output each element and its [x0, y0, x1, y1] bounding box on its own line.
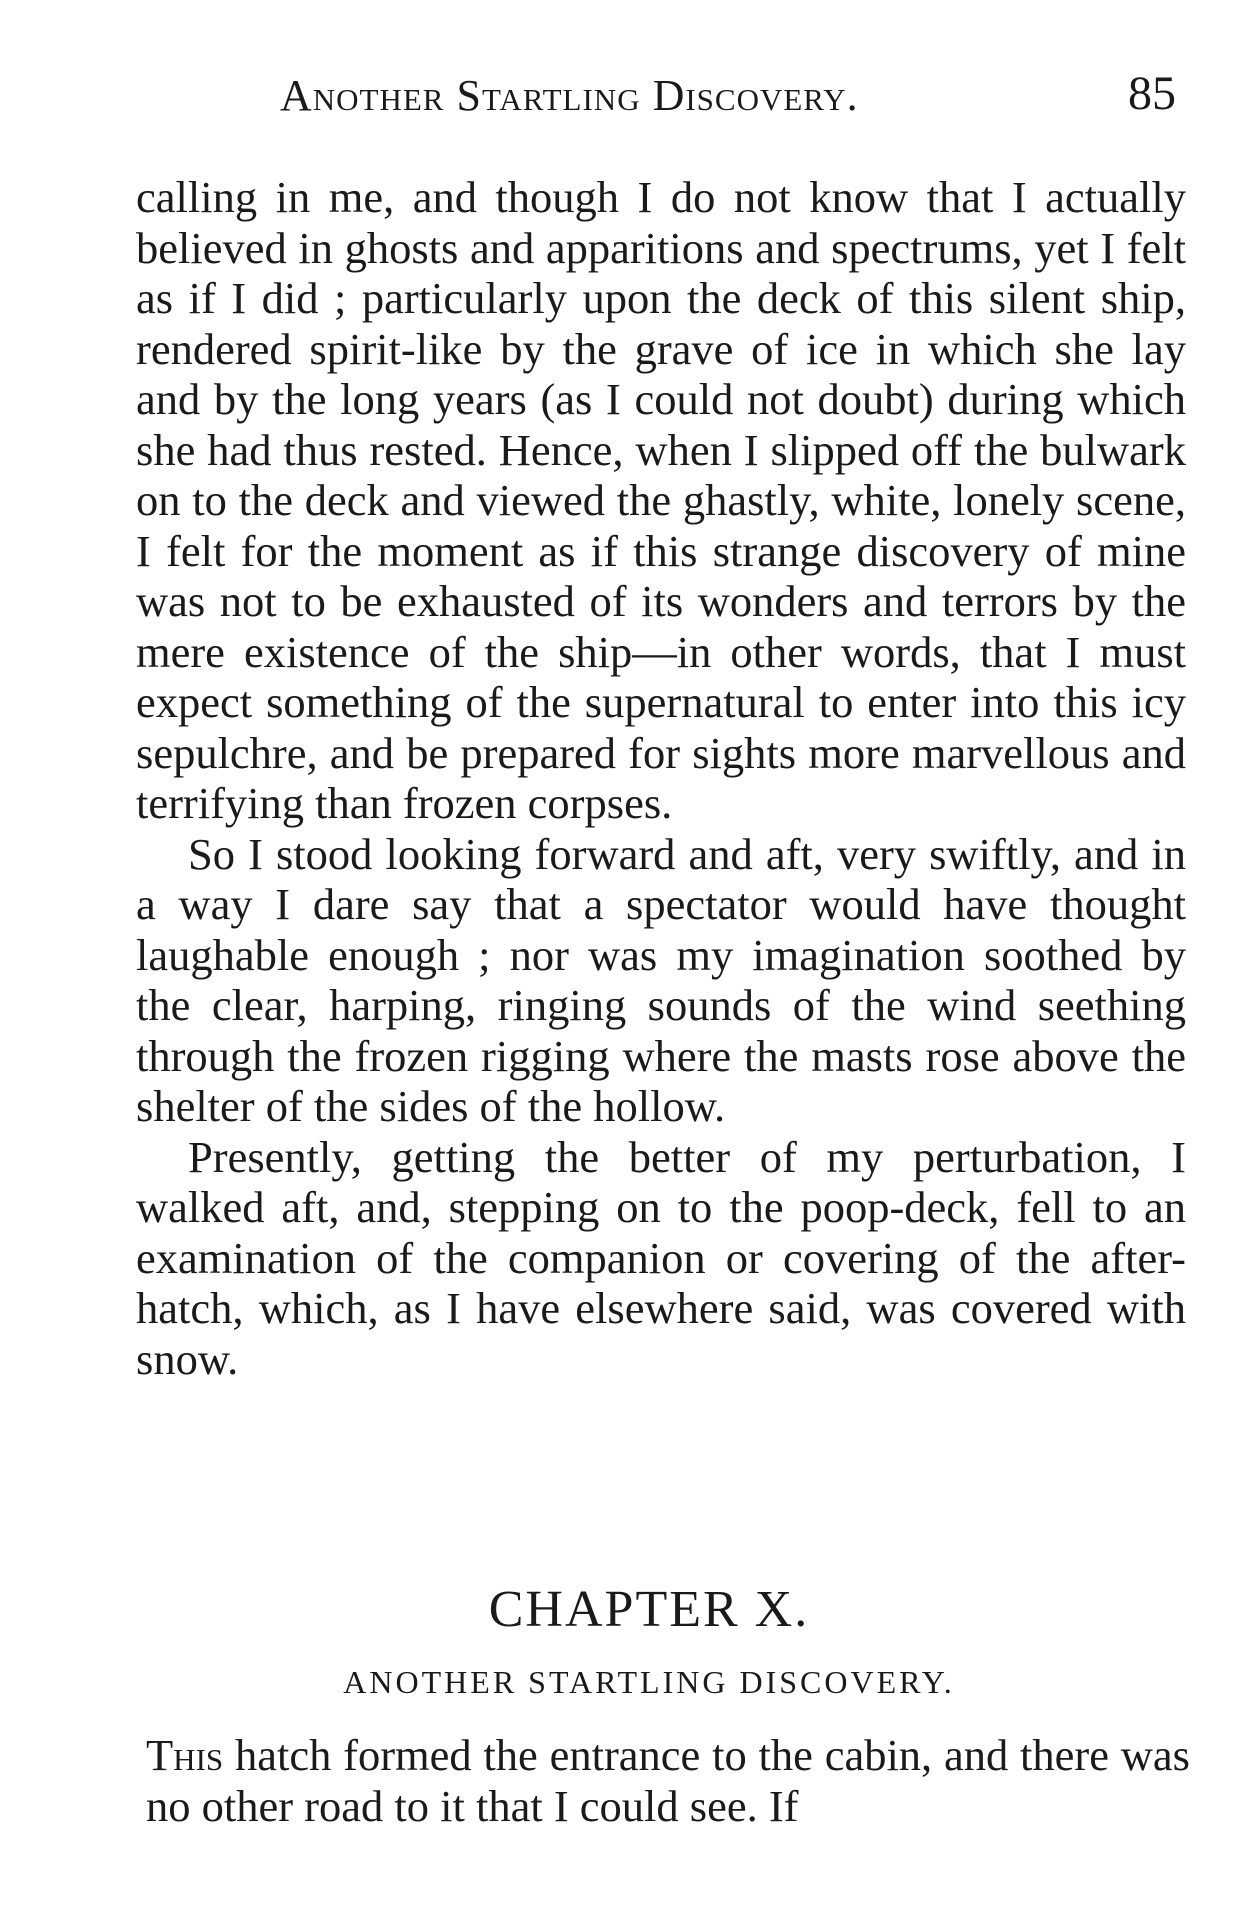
page-number: 85	[1128, 67, 1176, 120]
opening-text: hatch formed the entrance to the cabin, and there was no other road to it that I could see. If	[146, 1730, 1190, 1831]
paragraph: Presently, getting the better of my perturbation, I walked aft, and, stepping on to the poop-deck, fell to an examination of the companion or covering of the after-hatch, which, as I have elsewhere said, was covered with snow.	[136, 1131, 1186, 1384]
chapter-subtitle: ANOTHER STARTLING DISCOVERY.	[343, 1664, 955, 1700]
chapter-title: CHAPTER X.	[488, 1581, 810, 1638]
body-text	[136, 172, 1186, 1384]
paragraph-continued: calling in me, and though I do not know that I actually believed in ghosts and apparitions and spectrums, yet I felt as if I did ; particularly upon the deck of this silent ship, rendered spirit-like by the grave of ice in which she lay and by the long years (as I could not doubt) during which she had thus rested. Hence, when I slipped off the bulwark on to the deck and viewed the ghastly, white, lonely scene, I felt for the moment as if this strange discovery of mine was not to be exhausted of its wonders and terrors by the mere existence of the ship—in other words, that I must expect something of the supernatural to enter into this icy sepulchre, and be prepared for sights more marvellous and terrifying than frozen corpses.	[136, 172, 1186, 828]
running-head-title: Another Startling Discovery.	[280, 71, 859, 120]
opening-word: This	[146, 1730, 224, 1780]
chapter-opening-text	[146, 1730, 1190, 1831]
paragraph: So I stood looking forward and aft, very swiftly, and in a way I dare say that a spectator would have thought laughable enough ; nor was my imagination soothed by the clear, harping, ringing sounds of the wind seething through the frozen rigging where the masts rose above the shelter of the sides of the hollow.	[136, 828, 1186, 1131]
chapter-opening-paragraph	[146, 1730, 1190, 1831]
